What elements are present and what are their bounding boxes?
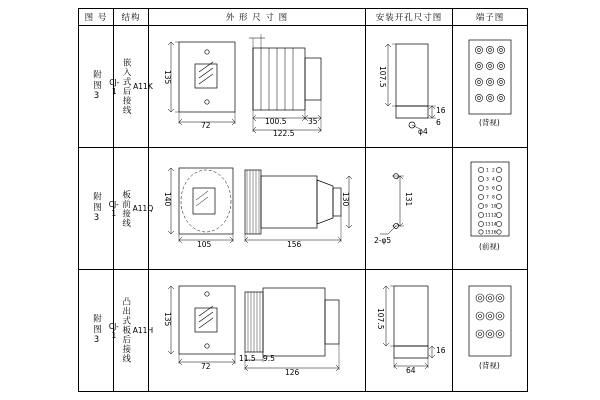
structure-code-2: CJ-1 xyxy=(108,199,119,218)
dim-1-72: 72 xyxy=(201,121,211,130)
cell-outline-3 xyxy=(149,270,366,392)
svg-text:16: 16 xyxy=(491,230,497,236)
dim-1-135: 135 xyxy=(163,70,172,85)
dim-2-105: 105 xyxy=(197,240,212,249)
dim-m1-phi4: φ4 xyxy=(418,127,428,136)
svg-text:2: 2 xyxy=(492,168,495,174)
cell-figure-no-1 xyxy=(79,26,114,148)
mounting-drawing-3 xyxy=(366,270,452,391)
terminal-drawing-2 xyxy=(453,148,527,269)
dim-m2-2phi5: 2-φ5 xyxy=(374,236,392,245)
cell-terminal-2 xyxy=(453,148,528,270)
table-header-row xyxy=(79,9,528,26)
dim-2-156: 156 xyxy=(287,240,302,249)
dim-m3-16: 16 xyxy=(436,346,446,355)
dim-m3-107-5: 107.5 xyxy=(376,308,385,330)
dim-2-130: 130 xyxy=(341,192,350,207)
table-row xyxy=(79,270,528,392)
svg-text:7: 7 xyxy=(486,195,489,201)
svg-text:9: 9 xyxy=(485,204,488,210)
terminal-note-3: (背视) xyxy=(479,361,500,370)
header-terminal-diagram: 端子图 xyxy=(453,9,528,26)
dim-m1-16: 16 xyxy=(436,106,446,115)
mounting-drawing-1 xyxy=(366,26,452,147)
cell-terminal-1 xyxy=(453,26,528,148)
cell-structure-2 xyxy=(108,148,154,270)
header-structure: 结构 xyxy=(114,9,149,26)
outline-drawing-1 xyxy=(149,26,365,147)
terminal-note-1: (背视) xyxy=(479,118,500,127)
figure-no-label-2: 附图3 xyxy=(91,192,102,225)
cell-mounting-3 xyxy=(366,270,453,392)
figure-no-label-1: 附图3 xyxy=(91,70,102,103)
structure-type-2: 板前接线 xyxy=(120,189,131,228)
svg-text:4: 4 xyxy=(492,177,495,183)
dim-3-11-5: 11.5 xyxy=(239,354,256,363)
structure-model-1: A11K xyxy=(133,82,153,91)
svg-text:10: 10 xyxy=(491,204,497,210)
header-figure-no: 图 号 xyxy=(79,9,114,26)
cell-mounting-1 xyxy=(366,26,453,148)
structure-type-1: 嵌入式后接线 xyxy=(121,58,132,115)
svg-text:15: 15 xyxy=(485,230,491,236)
structure-code-1: CJ-1 xyxy=(109,77,120,96)
dim-1-35: 35 xyxy=(308,117,318,126)
svg-text:12: 12 xyxy=(491,213,497,219)
cell-terminal-3 xyxy=(453,270,528,392)
table-row xyxy=(79,26,528,148)
cell-outline-2 xyxy=(149,148,366,270)
terminal-drawing-3 xyxy=(453,270,527,391)
svg-text:6: 6 xyxy=(492,186,495,192)
dim-m2-131: 131 xyxy=(404,192,413,207)
dim-m1-107-5: 107.5 xyxy=(378,66,387,88)
header-outline-dimensions: 外 形 尺 寸 图 xyxy=(149,9,366,26)
mounting-drawing-2 xyxy=(366,148,452,269)
structure-model-3: A11H xyxy=(132,326,154,335)
outline-drawing-3 xyxy=(149,270,365,391)
dim-3-135: 135 xyxy=(163,312,172,327)
dim-2-140: 140 xyxy=(163,192,172,207)
figure-no-label-3: 附图3 xyxy=(91,314,102,347)
svg-text:11: 11 xyxy=(485,213,491,219)
header-mounting-hole-dimensions: 安装开孔尺寸图 xyxy=(366,9,453,26)
dim-m3-64: 64 xyxy=(406,366,416,375)
cell-structure-1 xyxy=(109,26,153,148)
svg-text:5: 5 xyxy=(486,186,489,192)
dim-3-126: 126 xyxy=(285,368,300,377)
svg-text:8: 8 xyxy=(492,195,495,201)
svg-text:3: 3 xyxy=(486,177,489,183)
svg-text:13: 13 xyxy=(485,222,491,228)
svg-text:14: 14 xyxy=(491,222,497,228)
outline-drawing-2 xyxy=(149,148,365,269)
specification-table xyxy=(78,8,528,392)
dim-1-122-5: 122.5 xyxy=(273,129,295,138)
dim-3-72: 72 xyxy=(201,362,211,371)
dim-3-9-5: 9.5 xyxy=(263,354,275,363)
cell-mounting-2 xyxy=(366,148,453,270)
terminal-drawing-1 xyxy=(453,26,527,147)
structure-type-3: 凸出式板后接线 xyxy=(120,297,131,364)
cell-outline-1 xyxy=(149,26,366,148)
structure-model-2: A11Q xyxy=(132,204,154,213)
terminal-note-2: (前视) xyxy=(479,242,500,251)
dim-m1-6: 6 xyxy=(436,118,441,127)
cell-structure-3 xyxy=(108,270,154,392)
structure-code-3: CJ-1 xyxy=(108,321,119,340)
dim-1-100-5: 100.5 xyxy=(265,117,287,126)
svg-text:1: 1 xyxy=(486,168,489,174)
table-row xyxy=(79,148,528,270)
